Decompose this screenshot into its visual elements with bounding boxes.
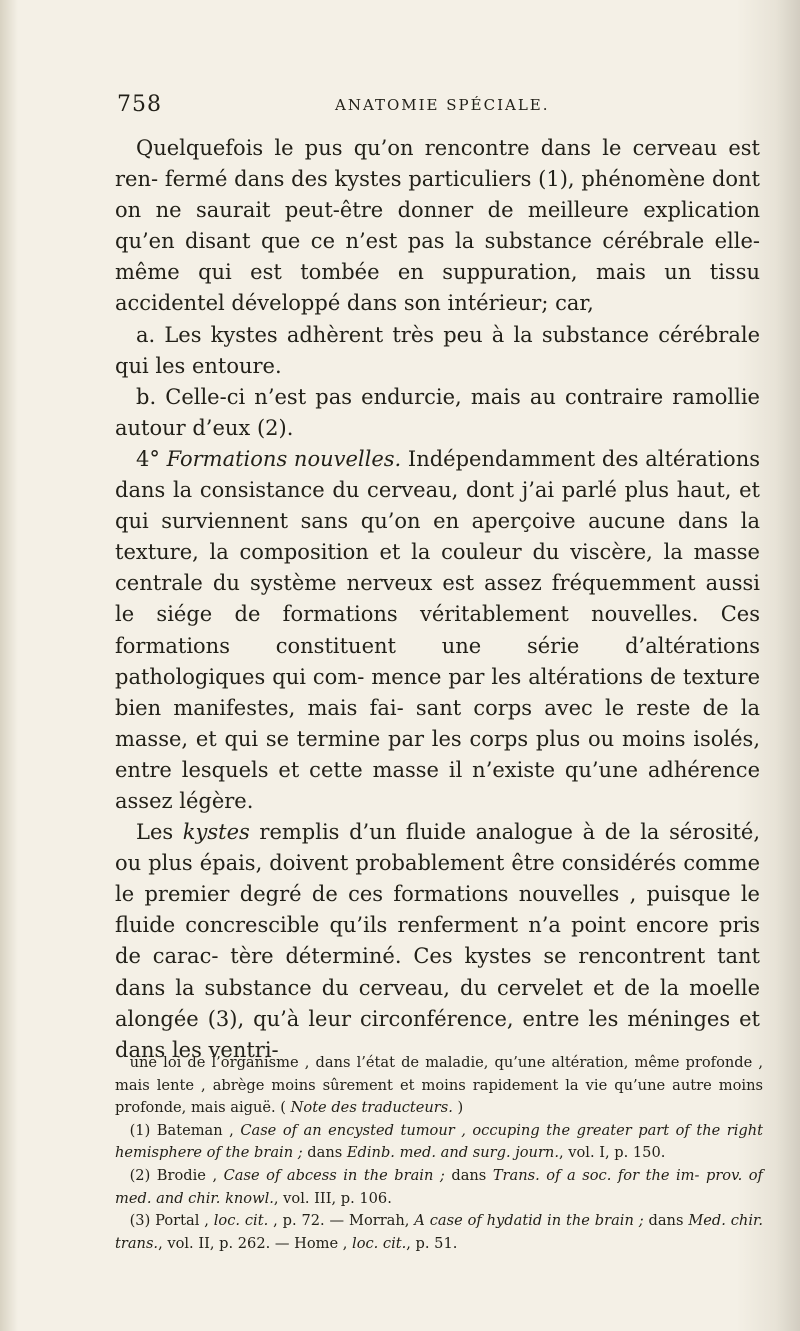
footnotes [115, 1052, 763, 1255]
section-number: 4° [136, 446, 160, 471]
paragraph-point-b: b. Celle-ci n’est pas endurcie, mais au contraire ramollie autour d’eux (2). [115, 384, 760, 440]
page-edge-shadow [0, 0, 18, 1331]
page-header [117, 92, 757, 122]
paragraph-kystes: Les kystes remplis d’un fluide analogue à de la sérosité, ou plus épais, doivent probablement être considérés comme le premier degré de ces formations nouvelles , puisque le fluide concrescible qu’ils renferment n’a point encore pris de carac- tère déterminé. Ces kystes se rencontrent tant dans la substance du cerveau, du cervelet et de la moelle alongée (3), qu’à leur circonférence, entre les méninges et dans les ventri- [115, 820, 760, 1062]
running-title: ANATOMIE SPÉCIALE. [335, 96, 550, 114]
paragraph-point-a: a. Les kystes adhèrent très peu à la substance cérébrale qui les entoure. [115, 322, 760, 378]
footnote-2: (2) Brodie , Case of abcess in the brain ; dans Trans. of a soc. for the im- prov. of med. and chir. knowl., vol. III, p. 106. [115, 1166, 763, 1207]
footnote-3: (3) Portal , loc. cit. , p. 72. — Morrah, A case of hydatid in the brain ; dans Med. chir. trans., vol. II, p. 262. — Home , loc. cit., p. 51. [115, 1212, 763, 1252]
paragraph-pus-kystes: Quelquefois le pus qu’on rencontre dans le cerveau est ren- fermé dans des kystes particuliers (1), phénomène dont on ne saurait peut-être donner de meilleure explication qu’en disant que ce n’est pas la substance cérébrale elle-même qui est tombée en suppuration, mais un tissu accidentel développé dans son intérieur; car, [115, 136, 760, 316]
footnote-1: (1) Bateman , Case of an encysted tumour , occuping the greater part of the right hemisphere of the brain ; dans Edinb. med. and surg. journ., vol. I, p. 150. [115, 1121, 764, 1162]
page-number: 758 [117, 92, 162, 117]
section-title: Formations nouvelles. [166, 446, 402, 471]
paragraph-formations-nouvelles: 4° Formations nouvelles. Indépendamment des altérations dans la consistance du cerveau, dont j’ai parlé plus haut, et qui surviennent sans qu’on en aperçoive aucune dans la texture, la composition et la couleur du viscère, la masse centrale du système nerveux est assez fréquemment aussi le siége de formations véritablement nouvelles. Ces formations constituent une série d’altérations pathologiques qui com- mence par les altérations de texture bien manifestes, mais fai- sant corps avec le reste de la masse, et qui se termine par les corps plus ou moins isolés, entre lesquels et cette masse il n’existe qu’une adhérence assez légère. [115, 446, 760, 813]
term-kystes: kystes [182, 820, 250, 845]
footnote-continued: une loi de l’organisme , dans l’état de maladie, qu’une altération, même profonde , mais lente , abrège moins sûrement et moins rapidement la vie qu’une autre moins profonde, mais aiguë. ( Note des traducteurs. ) [115, 1054, 763, 1117]
main-text [115, 133, 760, 1066]
